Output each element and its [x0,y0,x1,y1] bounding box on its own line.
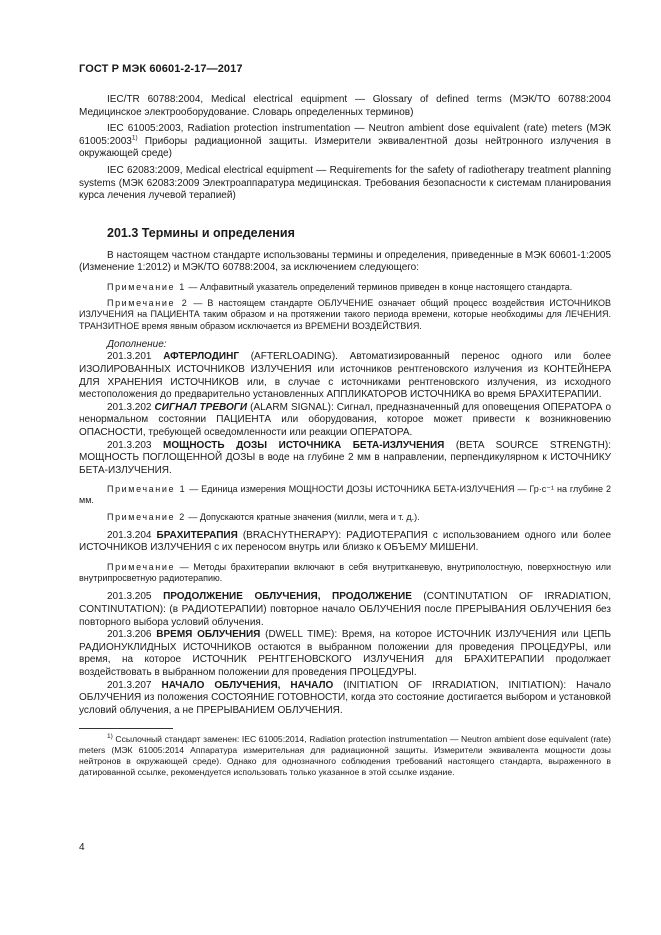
term-203-note-1: Примечание 1 — Единица измерения МОЩНОСТИ ДОЗЫ ИСТОЧНИКА БЕТА-ИЗЛУЧЕНИЯ — Гр·с⁻¹ на глубине 2 мм. [79,484,611,506]
term-name: МОЩНОСТЬ ДОЗЫ ИСТОЧНИКА БЕТА-ИЗЛУЧЕНИЯ [163,439,445,451]
document-header: ГОСТ Р МЭК 60601-2-17—2017 [79,63,243,75]
term-201-3-203: 201.3.203 МОЩНОСТЬ ДОЗЫ ИСТОЧНИКА БЕТА-ИЗЛУЧЕНИЯ (BETA SOURCE STRENGTH): МОЩНОСТЬ ПОГЛОЩЕННОЙ ДОЗЫ в воде на глубине 2 мм в направлении, перпендикулярном к ИСТОЧНИКУ БЕТА-ИЗЛУЧЕНИЯ. [79,439,611,476]
term-201-3-205: 201.3.205 ПРОДОЛЖЕНИЕ ОБЛУЧЕНИЯ, ПРОДОЛЖЕНИЕ (CONTINUTATION OF IRRADIATION, CONTINUTATION): (в РАДИОТЕРАПИИ) повторное начало ОБЛУЧЕНИЯ после ПРЕРЫВАНИЯ ОБЛУЧЕНИЯ без повторного выбора условий облучения. [79,591,611,628]
term-203-note-2: Примечание 2 — Допускаются кратные значения (милли, мега и т. д.). [107,511,420,522]
term-201-3-201: 201.3.201 АФТЕРЛОДИНГ (AFTERLOADING). Автоматизированный перенос одного или более ИЗОЛИРОВАННЫХ ИСТОЧНИКОВ ИЗЛУЧЕНИЯ или источников рентгеновского излучения из КОНТЕЙНЕРА ДЛЯ ХРАНЕНИЯ ИСТОЧНИКОВ или, в случае с источниками рентгеновского излучения, из исходного местоположения до предварительно установленных АППЛИКАТОРОВ ИСТОЧНИКА во время БРАХИТЕРАПИИ. [79,351,612,401]
term-name: БРАХИТЕРАПИЯ [156,529,238,541]
footnote-marker[interactable]: 1) [131,134,138,142]
footnote: $^{1)}$ Ссылочный стандарт заменен: IEC 61005:2014, Radiation protection instrumentation — Neutron ambient dose equivalent (rate) meters (МЭК 61005:2014 Аппаратура измерительная для радиационной защиты. Измерители эквивалента мощности дозы нейтронов в окружающей среде). Однако для однозначного соблюдения требований настоящего стандарта, выраженного в датированной ссылке, рекомендуется использовать только указанное в этой ссылке издание. [79,733,611,778]
note-2: Примечание 2 — В настоящем стандарте ОБЛУЧЕНИЕ означает общий процесс воздействия ИСТОЧНИКОВ ИЗЛУЧЕНИЯ на ПАЦИЕНТА таким образом и на протяжении такого периода времени, которые необходимы для ЛЕЧЕНИЯ. ТРАНЗИТНОЕ время явным образом исключается из ВРЕМЕНИ ВОЗДЕЙСТВИЯ. [79,298,611,331]
term-name: СИГНАЛ ТРЕВОГИ [154,401,248,413]
term-name: НАЧАЛО ОБЛУЧЕНИЯ, НАЧАЛО [161,679,334,691]
reference-iec-61005: IEC 61005:2003, Radiation protection instrumentation — Neutron ambient dose equivalent (rate) meters (МЭК 61005:2003$^{1)}$ Приборы радиационной защиты. Измерители эквивалентной дозы нейтронного излучения в окружающей среде) [79,123,611,160]
term-201-3-206: 201.3.206 ВРЕМЯ ОБЛУЧЕНИЯ (DWELL TIME): Время, на которое ИСТОЧНИК ИЗЛУЧЕНИЯ или ЦЕПЬ РАДИОНУКЛИДНЫХ ИСТОЧНИКОВ остаются в выбранном положении для проведения ПРОЦЕДУРЫ, или время, на которое ИСТОЧНИК РЕНТГЕНОВСКОГО ИЗЛУЧЕНИЯ для БРАХИТЕРАПИИ продолжает воздействовать в выбранном положении для проведения ПРОЦЕДУРЫ. [79,629,612,679]
term-name: ВРЕМЯ ОБЛУЧЕНИЯ [156,629,261,641]
reference-iec-62083: IEC 62083:2009, Medical electrical equipment — Requirements for the safety of radiotherapy treatment planning systems (МЭК 62083:2009 Электроаппаратура медицинская. Требования безопасности к системам планирования курса лечения лучевой терапией) [79,164,611,202]
addition-label: Дополнение: [107,338,167,350]
section-title: 201.3 Термины и определения [107,225,295,240]
term-204-note: Примечание — Методы брахитерапии включают в себя внутритканевую, внутриполостную, поверхностную или внутрипросветную радиотерапию. [79,562,611,584]
section-intro: В настоящем частном стандарте использованы термины и определения, приведенные в МЭК 60601-1:2005 (Изменение 1:2012) и МЭК/ТО 60788:2004, за исключением следующего: [79,249,611,274]
term-201-3-204: 201.3.204 БРАХИТЕРАПИЯ (BRACHYTHERAPY): РАДИОТЕРАПИЯ с использованием одного или более ИСТОЧНИКОВ ИЗЛУЧЕНИЯ с их переносом внутрь или близко к ОБЪЕМУ МИШЕНИ. [79,529,611,554]
term-name: ПРОДОЛЖЕНИЕ ОБЛУЧЕНИЯ, ПРОДОЛЖЕНИЕ [163,591,412,603]
footnote-divider [79,728,173,729]
note-1: Примечание 1 — Алфавитный указатель определений терминов приведен в конце настоящего стандарта. [107,281,573,292]
page-number: 4 [79,842,85,853]
term-201-3-202: 201.3.202 СИГНАЛ ТРЕВОГИ (ALARM SIGNAL): Сигнал, предназначенный для оповещения ОПЕРАТОРА о ненормальном состоянии ПАЦИЕНТА или оборудования, которое может привести к возникновению ОПАСНОСТИ, требующей осведомленности или реакции ОПЕРАТОРА. [79,401,612,438]
term-name: АФТЕРЛОДИНГ [163,351,240,363]
document-body [79,94,611,778]
term-201-3-207: 201.3.207 НАЧАЛО ОБЛУЧЕНИЯ, НАЧАЛО (INITIATION OF IRRADIATION, INITIATION): Начало ОБЛУЧЕНИЯ из положения СОСТОЯНИЕ ГОТОВНОСТИ, когда это состояние достигается выбором и установкой условий облучения, а не ПРЕРЫВАНИЕМ ОБЛУЧЕНИЯ. [79,679,611,716]
reference-iec-60788: IEC/TR 60788:2004, Medical electrical equipment — Glossary of defined terms (МЭК/ТО 60788:2004 Медицинское электрооборудование. Словарь определенных терминов) [79,94,611,118]
footnote-marker: 1) [107,733,113,741]
